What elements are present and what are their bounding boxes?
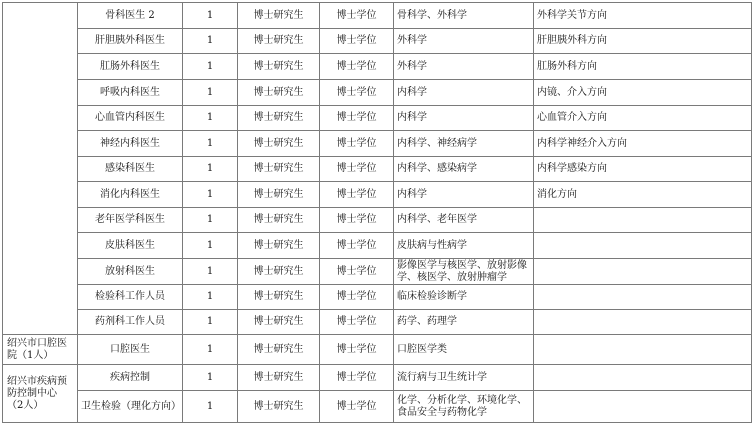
direction-cell [534, 233, 752, 259]
degree-cell: 博士学位 [320, 335, 394, 365]
major-cell: 化学、分析化学、环境化学、食品安全与药物化学 [394, 391, 534, 423]
table-row [3, 208, 752, 233]
major-cell: 外科学 [394, 29, 534, 54]
direction-cell [534, 285, 752, 310]
table-row [3, 285, 752, 310]
degree-cell: 博士学位 [320, 259, 394, 285]
position-cell: 检验科工作人员 [78, 285, 183, 310]
major-cell: 内科学 [394, 106, 534, 131]
education-cell: 博士研究生 [238, 259, 320, 285]
table-row [3, 310, 752, 335]
degree-cell: 博士学位 [320, 3, 394, 29]
direction-cell: 内镜、介入方向 [534, 80, 752, 106]
degree-cell: 博士学位 [320, 233, 394, 259]
major-cell: 内科学、感染病学 [394, 157, 534, 182]
degree-cell: 博士学位 [320, 391, 394, 423]
table-row [3, 335, 752, 365]
count-cell: 1 [183, 182, 238, 208]
direction-cell: 外科学关节方向 [534, 3, 752, 29]
position-cell: 消化内科医生 [78, 182, 183, 208]
position-cell: 感染科医生 [78, 157, 183, 182]
position-cell: 神经内科医生 [78, 131, 183, 157]
count-cell: 1 [183, 3, 238, 29]
major-cell: 内科学 [394, 80, 534, 106]
major-cell: 临床检验诊断学 [394, 285, 534, 310]
direction-cell: 心血管介入方向 [534, 106, 752, 131]
education-cell: 博士研究生 [238, 131, 320, 157]
degree-cell: 博士学位 [320, 310, 394, 335]
major-cell: 影像医学与核医学、放射影像学、核医学、放射肿瘤学 [394, 259, 534, 285]
education-cell: 博士研究生 [238, 182, 320, 208]
degree-cell: 博士学位 [320, 106, 394, 131]
unit-name-cell: 绍兴市疾病预防控制中心（2人） [3, 365, 78, 423]
position-cell: 心血管内科医生 [78, 106, 183, 131]
education-cell: 博士研究生 [238, 29, 320, 54]
degree-cell: 博士学位 [320, 54, 394, 80]
table-row [3, 29, 752, 54]
table-row [3, 54, 752, 80]
education-cell: 博士研究生 [238, 80, 320, 106]
table-row [3, 157, 752, 182]
major-cell: 内科学 [394, 182, 534, 208]
direction-cell [534, 335, 752, 365]
direction-cell: 内科学神经介入方向 [534, 131, 752, 157]
direction-cell: 肝胆胰外科方向 [534, 29, 752, 54]
major-cell: 皮肤病与性病学 [394, 233, 534, 259]
education-cell: 博士研究生 [238, 310, 320, 335]
position-cell: 老年医学科医生 [78, 208, 183, 233]
count-cell: 1 [183, 131, 238, 157]
education-cell: 博士研究生 [238, 365, 320, 391]
major-cell: 内科学、老年医学 [394, 208, 534, 233]
direction-cell [534, 208, 752, 233]
degree-cell: 博士学位 [320, 80, 394, 106]
count-cell: 1 [183, 335, 238, 365]
table-row [3, 365, 752, 391]
education-cell: 博士研究生 [238, 335, 320, 365]
education-cell: 博士研究生 [238, 54, 320, 80]
table-row [3, 182, 752, 208]
count-cell: 1 [183, 208, 238, 233]
table-row [3, 106, 752, 131]
unit-name-cell [3, 3, 78, 335]
education-cell: 博士研究生 [238, 157, 320, 182]
education-cell: 博士研究生 [238, 208, 320, 233]
degree-cell: 博士学位 [320, 285, 394, 310]
education-cell: 博士研究生 [238, 3, 320, 29]
education-cell: 博士研究生 [238, 106, 320, 131]
degree-cell: 博士学位 [320, 131, 394, 157]
count-cell: 1 [183, 391, 238, 423]
position-cell: 肛肠外科医生 [78, 54, 183, 80]
table-row [3, 259, 752, 285]
major-cell: 内科学、神经病学 [394, 131, 534, 157]
education-cell: 博士研究生 [238, 391, 320, 423]
major-cell: 外科学 [394, 54, 534, 80]
count-cell: 1 [183, 54, 238, 80]
direction-cell: 内科学感染方向 [534, 157, 752, 182]
position-cell: 放射科医生 [78, 259, 183, 285]
major-cell: 骨科学、外科学 [394, 3, 534, 29]
major-cell: 口腔医学类 [394, 335, 534, 365]
degree-cell: 博士学位 [320, 29, 394, 54]
position-cell: 骨科医生 2 [78, 3, 183, 29]
education-cell: 博士研究生 [238, 233, 320, 259]
direction-cell [534, 310, 752, 335]
count-cell: 1 [183, 233, 238, 259]
position-cell: 呼吸内科医生 [78, 80, 183, 106]
education-cell: 博士研究生 [238, 285, 320, 310]
direction-cell: 肛肠外科方向 [534, 54, 752, 80]
direction-cell [534, 259, 752, 285]
position-cell: 卫生检验（理化方向） [78, 391, 183, 423]
major-cell: 药学、药理学 [394, 310, 534, 335]
position-cell: 药剂科工作人员 [78, 310, 183, 335]
table-row [3, 3, 752, 29]
direction-cell: 消化方向 [534, 182, 752, 208]
degree-cell: 博士学位 [320, 208, 394, 233]
major-cell: 流行病与卫生统计学 [394, 365, 534, 391]
recruitment-table [2, 2, 752, 423]
unit-name-cell: 绍兴市口腔医院（1人） [3, 335, 78, 365]
count-cell: 1 [183, 365, 238, 391]
table-row [3, 131, 752, 157]
count-cell: 1 [183, 157, 238, 182]
count-cell: 1 [183, 259, 238, 285]
table-row [3, 233, 752, 259]
position-cell: 皮肤科医生 [78, 233, 183, 259]
count-cell: 1 [183, 310, 238, 335]
position-cell: 口腔医生 [78, 335, 183, 365]
direction-cell [534, 391, 752, 423]
degree-cell: 博士学位 [320, 157, 394, 182]
table-row [3, 80, 752, 106]
count-cell: 1 [183, 106, 238, 131]
count-cell: 1 [183, 285, 238, 310]
position-cell: 肝胆胰外科医生 [78, 29, 183, 54]
degree-cell: 博士学位 [320, 365, 394, 391]
direction-cell [534, 365, 752, 391]
table-row [3, 391, 752, 423]
count-cell: 1 [183, 80, 238, 106]
position-cell: 疾病控制 [78, 365, 183, 391]
count-cell: 1 [183, 29, 238, 54]
degree-cell: 博士学位 [320, 182, 394, 208]
